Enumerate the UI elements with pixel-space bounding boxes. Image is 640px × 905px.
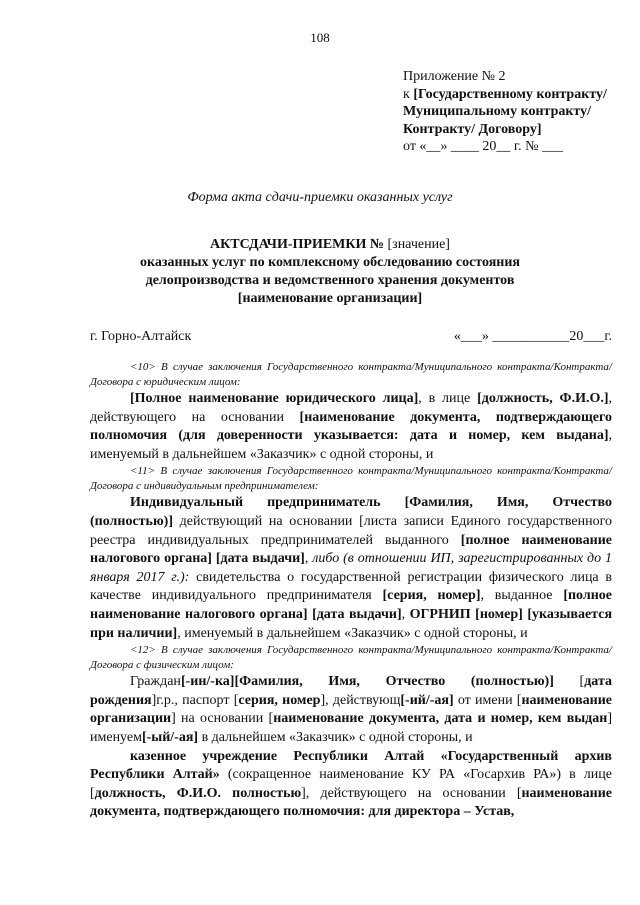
paragraph-individual xyxy=(90,673,612,747)
p2-o: ОГРНИП xyxy=(409,606,471,622)
p2-h: свидетельства о государственной регистрации физического лица в качестве индивидуального предпринимателя xyxy=(90,569,613,604)
act-title-line3: делопроизводства и ведомственного хранения документов xyxy=(145,273,515,288)
act-title-line2: оказанных услуг по комплексному обследованию состояния xyxy=(139,255,521,270)
note-individual: <12> В случае заключения Государственного контракта/Муниципального контракта/Контракта/Договора с физическим лицом: xyxy=(90,644,612,672)
p3-j: от имени [ xyxy=(453,692,522,708)
act-date: «___» ___________20___г. xyxy=(453,329,612,344)
p2-e: [дата выдачи] xyxy=(215,551,305,567)
p3-g: серия, номер xyxy=(238,692,321,708)
appendix-title: Приложение № 2 xyxy=(403,69,506,84)
p3-c: [Фамилия, Имя, Отчество (полностью)] xyxy=(234,674,554,690)
p2-a: Индивидуальный предприниматель [Фамилия, Имя, Отчество (полностью)] xyxy=(90,495,612,529)
p1-f: , именуемый в дальнейшем «Заказчик» с одной стороны, и xyxy=(90,428,612,462)
p3-i: [-ий/-ая] xyxy=(400,692,454,708)
p2-i: [серия, номер] xyxy=(382,588,481,604)
p3-d: [ xyxy=(553,674,585,690)
p3-p: в дальнейшем «Заказчик» с одной стороны, и xyxy=(198,729,473,745)
act-title-heading: АКТСДАЧИ-ПРИЕМКИ № xyxy=(210,237,388,252)
paragraph-archive xyxy=(90,748,612,822)
page-number: 108 xyxy=(310,30,330,45)
p3-b: [-ин/-ка] xyxy=(180,674,235,690)
p3-f: ]г.р., паспорт [ xyxy=(151,692,239,708)
p2-c: [полное наименование налогового органа] xyxy=(90,532,612,567)
appendix-contract-ref xyxy=(403,86,623,139)
paragraph-legal-entity xyxy=(90,390,612,464)
p1-b: , в лице xyxy=(418,391,478,406)
p3-h: ], действующ xyxy=(320,692,401,708)
act-body xyxy=(90,360,612,822)
p3-e: дата рождения xyxy=(90,674,612,708)
p1-e: [наименование документа, подтверждающего полномочия (для доверенности указывается: дата и номер, кем выдана] xyxy=(90,409,612,444)
p1-d: , действующего на основании xyxy=(90,391,613,425)
p3-l: ] на основании [ xyxy=(171,711,274,727)
p4-c: должность, Ф.И.О. полностью xyxy=(94,785,302,801)
p2-k: [полное наименование налогового органа] xyxy=(90,588,612,622)
act-title-line4: [наименование организации] xyxy=(237,291,423,306)
appendix-prefix: к xyxy=(403,86,414,102)
p4-e: наименование документа, подтверждающего полномочия: для директора – Устав, xyxy=(90,785,612,820)
p4-d: ], действующего на основании [ xyxy=(301,785,522,801)
appendix-date-number: от «__» ____ 20__ г. № ___ xyxy=(403,139,563,154)
note-legal-entity: <10> В случае заключения Государственного контракта/Муниципального контракта/Контракта/Договора с юридическим лицом: xyxy=(90,361,612,388)
p2-s: [указывается при наличии] xyxy=(90,606,613,641)
p1-c: [должность, Ф.И.О.] xyxy=(477,391,609,406)
appendix-block xyxy=(403,68,623,156)
p3-o: [-ый/-ая] xyxy=(141,729,199,745)
p3-m: наименование документа, дата и номер, кем выдан xyxy=(273,711,608,727)
city: г. Горно-Алтайск xyxy=(90,329,192,344)
p2-j: , выданное xyxy=(480,588,564,604)
paragraph-entrepreneur xyxy=(90,494,612,643)
p2-g: либо (в отношении ИП, зарегистрированных до 1 января 2017 г.): xyxy=(90,551,612,585)
act-title-number: [значение] xyxy=(387,237,450,252)
p4-a: казенное учреждение Республики Алтай «Государственный архив Республики Алтай» xyxy=(90,748,612,783)
p2-b: действующий на основании [листа записи Единого государственного реестра индивидуальных предпринимателей выданного xyxy=(90,513,612,548)
form-caption: Форма акта сдачи-приемки оказанных услуг xyxy=(187,190,453,205)
p2-m: [дата выдачи] xyxy=(312,606,402,622)
p4-b: (сокращенное наименование КУ РА «Госархив РА») в лице [ xyxy=(90,767,612,801)
p3-a: Граждан xyxy=(130,674,181,690)
city-date-line xyxy=(90,329,612,345)
p2-q: [номер] xyxy=(475,606,523,622)
act-title-line1 xyxy=(60,236,600,254)
p2-t: , именуемый в дальнейшем «Заказчик» с одной стороны, и xyxy=(177,625,528,641)
p2-n: , xyxy=(401,606,410,622)
note-entrepreneur: <11> В случае заключения Государственного контракта/Муниципального контракта/Контракта/Договора с индивидуальным предпринимателем: xyxy=(90,465,612,493)
p3-n: ] именуем xyxy=(90,711,613,745)
p3-k: наименование организации xyxy=(90,692,612,727)
appendix-contract-type: [Государственному контракту/Муниципальному контракту/Контракту/ Договору] xyxy=(403,86,607,137)
p1-a: [Полное наименование юридического лица] xyxy=(130,391,419,406)
p2-f: , xyxy=(304,551,313,567)
act-title xyxy=(60,236,600,308)
